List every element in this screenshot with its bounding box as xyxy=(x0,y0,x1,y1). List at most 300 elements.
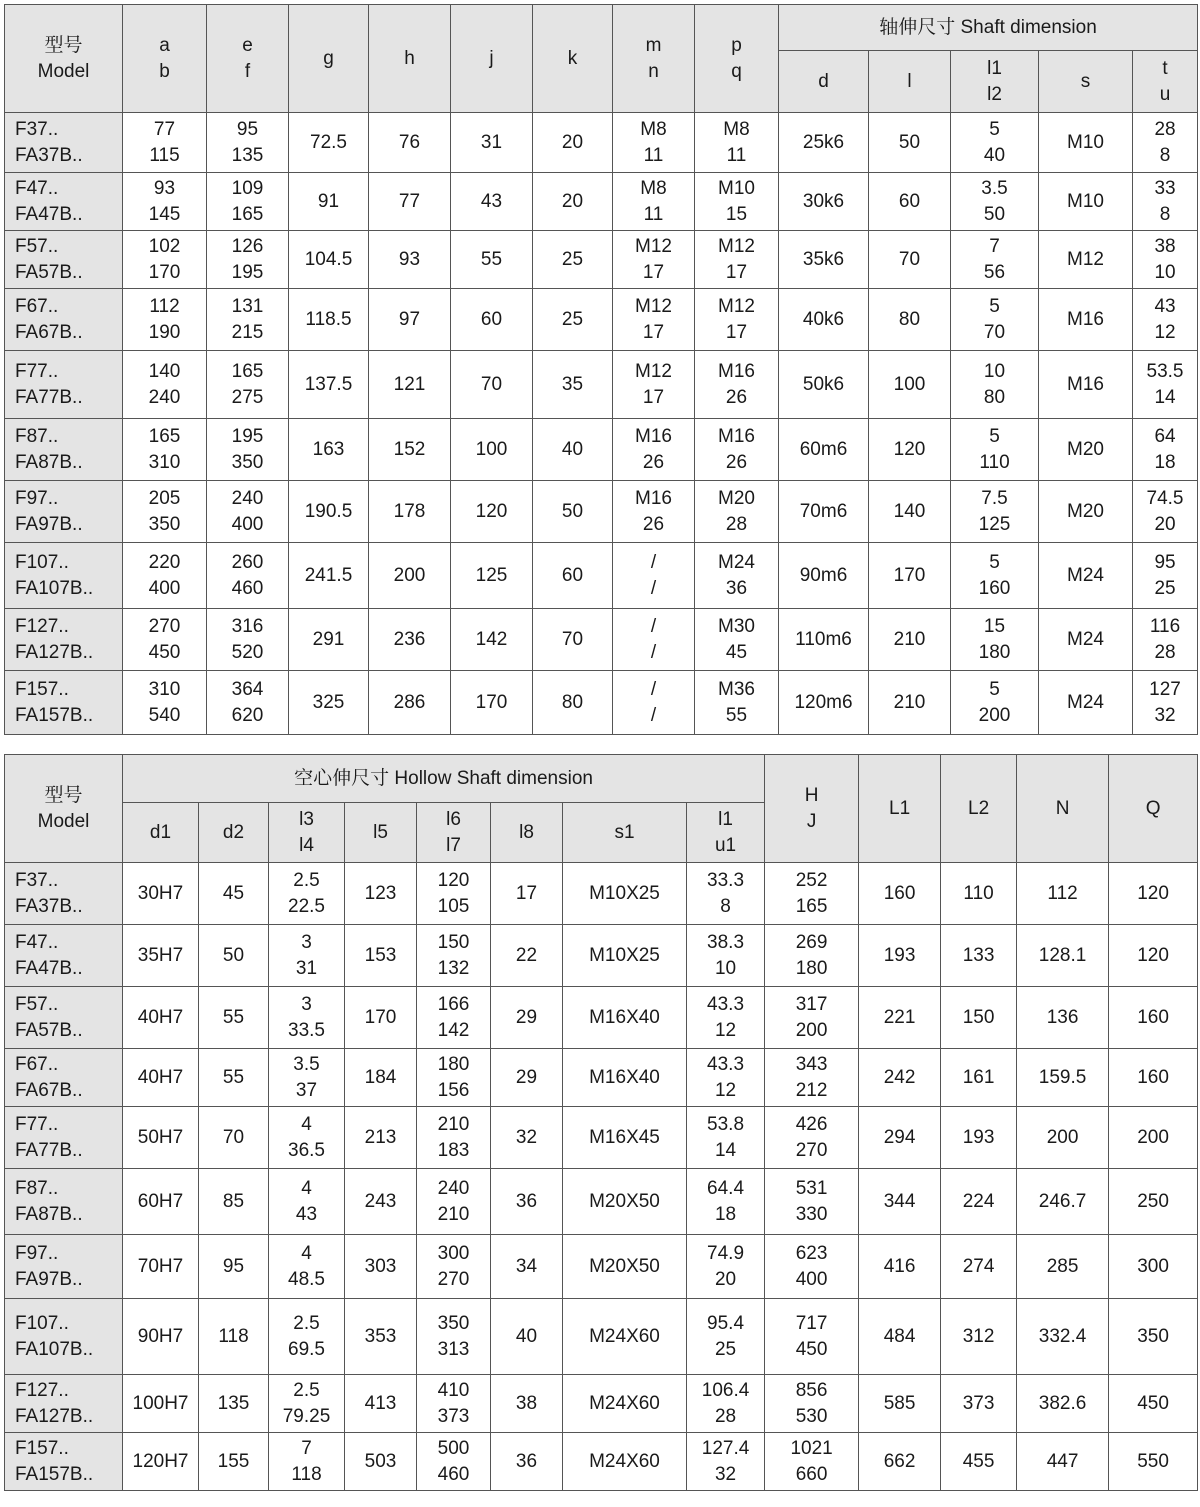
data-cell xyxy=(207,671,289,735)
cell-line: M16 xyxy=(635,425,672,447)
cell-line: M16X40 xyxy=(589,1066,660,1088)
model-line: FA87B.. xyxy=(15,1203,83,1225)
cell-line: 183 xyxy=(437,1139,470,1161)
cell-line: 50 xyxy=(561,500,584,522)
data-cell xyxy=(199,863,269,925)
cell-line: 200 xyxy=(978,704,1011,726)
cell-line: 40 xyxy=(515,1325,538,1347)
cell-line: 195 xyxy=(231,261,264,283)
cell-line: 17 xyxy=(642,261,665,283)
cell-line: 11 xyxy=(643,203,664,225)
table-row xyxy=(5,671,1198,735)
data-cell xyxy=(695,671,779,735)
cell-line: 210 xyxy=(437,1203,470,1225)
data-cell xyxy=(1133,289,1198,351)
cell-line: 70 xyxy=(561,628,584,650)
data-cell xyxy=(869,113,951,173)
data-cell xyxy=(533,351,613,419)
cell-line: 35k6 xyxy=(802,248,845,270)
data-cell xyxy=(123,1049,199,1107)
data-cell xyxy=(1133,609,1198,671)
data-cell xyxy=(123,543,207,609)
cell-line: 22 xyxy=(515,944,538,966)
cell-line: 26 xyxy=(725,386,748,408)
cell-line: 43.3 xyxy=(707,993,745,1015)
model-cell xyxy=(5,419,123,481)
cell-line: 455 xyxy=(962,1450,995,1472)
cell-line: 270 xyxy=(795,1139,828,1161)
model-cell xyxy=(5,925,123,987)
model-line: FA37B.. xyxy=(15,144,83,166)
cell-line: 60m6 xyxy=(799,438,848,460)
header-line: d xyxy=(818,70,829,92)
cell-line: 80 xyxy=(983,386,1006,408)
cell-line: 269 xyxy=(795,931,828,953)
data-cell xyxy=(491,1049,563,1107)
data-cell xyxy=(269,1375,345,1433)
data-cell xyxy=(951,481,1039,543)
header-line: Q xyxy=(1145,797,1161,819)
data-cell xyxy=(613,671,695,735)
header-line: m xyxy=(645,34,662,56)
cell-line: 121 xyxy=(393,373,426,395)
data-cell xyxy=(289,113,369,173)
data-cell xyxy=(269,1049,345,1107)
data-cell xyxy=(687,1299,765,1375)
cell-line: 200 xyxy=(1137,1126,1169,1148)
table-row xyxy=(5,173,1198,231)
data-cell xyxy=(941,1433,1017,1491)
data-cell xyxy=(123,351,207,419)
data-cell xyxy=(369,113,451,173)
cell-line: 313 xyxy=(437,1338,470,1360)
model-line: FA97B.. xyxy=(15,513,83,535)
data-cell xyxy=(491,1433,563,1491)
header-line: k xyxy=(567,47,578,69)
cell-line: 116 xyxy=(1149,615,1181,637)
cell-line: 93 xyxy=(398,248,421,270)
model-line: FA47B.. xyxy=(15,203,83,225)
cell-line: 350 xyxy=(231,451,264,473)
cell-line: 40H7 xyxy=(137,1006,184,1028)
table-row xyxy=(5,1433,1198,1491)
cell-line: 310 xyxy=(148,678,181,700)
model-line: FA87B.. xyxy=(15,451,83,473)
header-line: s xyxy=(1080,70,1091,92)
column-header xyxy=(951,51,1039,113)
data-cell xyxy=(1109,863,1198,925)
data-cell xyxy=(123,925,199,987)
data-cell xyxy=(123,1235,199,1299)
cell-line: 332.4 xyxy=(1038,1325,1087,1347)
cell-line: 22.5 xyxy=(288,895,325,917)
model-line: F37.. xyxy=(15,118,59,140)
cell-line: M24X60 xyxy=(589,1325,660,1347)
cell-line: 20 xyxy=(561,131,584,153)
column-header xyxy=(289,5,369,113)
data-cell xyxy=(417,863,491,925)
shaft-dimension-group-header: 轴伸尺寸 Shaft dimension xyxy=(779,5,1198,51)
data-cell xyxy=(369,289,451,351)
header-line: e xyxy=(242,34,253,56)
data-cell xyxy=(345,863,417,925)
cell-line: 170 xyxy=(475,691,508,713)
data-cell xyxy=(779,609,869,671)
cell-line: 165 xyxy=(148,425,181,447)
column-header xyxy=(199,803,269,863)
cell-line: M16X45 xyxy=(589,1126,660,1148)
data-cell xyxy=(1039,481,1133,543)
data-cell xyxy=(765,1433,859,1491)
data-cell xyxy=(951,419,1039,481)
cell-line: 53.8 xyxy=(707,1113,745,1135)
data-cell xyxy=(869,351,951,419)
model-cell xyxy=(5,1107,123,1169)
cell-line: 140 xyxy=(893,500,926,522)
data-cell xyxy=(369,671,451,735)
table-row xyxy=(5,1169,1198,1235)
cell-line: 200 xyxy=(795,1019,828,1041)
cell-line: 150 xyxy=(962,1006,995,1028)
cell-line: 95 xyxy=(236,118,259,140)
model-cell xyxy=(5,481,123,543)
cell-line: 178 xyxy=(393,500,426,522)
cell-line: 30k6 xyxy=(802,190,845,212)
cell-line: 1021 xyxy=(790,1437,833,1459)
cell-line: 310 xyxy=(148,451,181,473)
cell-line: 460 xyxy=(231,577,264,599)
data-cell xyxy=(123,987,199,1049)
data-cell xyxy=(199,1169,269,1235)
cell-line: 120H7 xyxy=(132,1450,189,1472)
cell-line: 15 xyxy=(983,615,1006,637)
cell-line: 126 xyxy=(231,235,264,257)
header-line: g xyxy=(323,47,334,69)
cell-line: 316 xyxy=(231,615,264,637)
cell-line: 165 xyxy=(795,895,828,917)
cell-line: 135 xyxy=(231,144,264,166)
data-cell xyxy=(951,113,1039,173)
cell-line: 60 xyxy=(561,564,584,586)
model-line: FA127B.. xyxy=(15,1405,94,1427)
cell-line: 195 xyxy=(231,425,264,447)
cell-line: 20 xyxy=(714,1268,737,1290)
data-cell xyxy=(695,113,779,173)
table-row xyxy=(5,419,1198,481)
cell-line: 660 xyxy=(795,1463,828,1485)
data-cell xyxy=(123,419,207,481)
model-line: FA37B.. xyxy=(15,895,83,917)
data-cell xyxy=(1017,1107,1109,1169)
data-cell xyxy=(123,113,207,173)
data-cell xyxy=(779,351,869,419)
data-cell xyxy=(951,671,1039,735)
cell-line: 120 xyxy=(437,869,470,891)
model-cell xyxy=(5,987,123,1049)
cell-line: 170 xyxy=(893,564,926,586)
cell-line: 120 xyxy=(1137,882,1169,904)
cell-line: 142 xyxy=(437,1019,470,1041)
data-cell xyxy=(1133,671,1198,735)
data-cell xyxy=(289,231,369,289)
data-cell xyxy=(123,1375,199,1433)
model-cell xyxy=(5,113,123,173)
data-cell xyxy=(369,231,451,289)
data-cell xyxy=(1017,1299,1109,1375)
cell-line: 118 xyxy=(218,1325,249,1347)
cell-line: 285 xyxy=(1046,1255,1079,1277)
data-cell xyxy=(369,419,451,481)
data-cell xyxy=(289,481,369,543)
data-cell xyxy=(417,987,491,1049)
data-cell xyxy=(1039,173,1133,231)
header-line: s1 xyxy=(614,821,635,843)
cell-line: 210 xyxy=(437,1113,470,1135)
cell-line: M20 xyxy=(1067,438,1104,460)
data-cell xyxy=(695,231,779,289)
data-cell xyxy=(369,173,451,231)
data-cell xyxy=(779,231,869,289)
cell-line: M16 xyxy=(718,360,755,382)
cell-line: 343 xyxy=(795,1053,828,1075)
cell-line: M10 xyxy=(1067,131,1104,153)
cell-line: 500 xyxy=(437,1437,470,1459)
data-cell xyxy=(695,173,779,231)
data-cell xyxy=(869,289,951,351)
cell-line: 32 xyxy=(714,1463,737,1485)
data-cell xyxy=(613,609,695,671)
model-line: F157.. xyxy=(15,1437,69,1459)
cell-line: 36 xyxy=(725,577,748,599)
cell-line: 210 xyxy=(893,628,926,650)
cell-line: 2.5 xyxy=(293,1379,320,1401)
data-cell xyxy=(417,1049,491,1107)
cell-line: 170 xyxy=(364,1006,397,1028)
header-line: L2 xyxy=(968,797,990,819)
cell-line: 35 xyxy=(561,373,584,395)
cell-line: 77 xyxy=(153,118,176,140)
data-cell xyxy=(1039,543,1133,609)
cell-line: 160 xyxy=(978,577,1011,599)
cell-line: / xyxy=(650,641,657,663)
data-cell xyxy=(1017,1235,1109,1299)
data-cell xyxy=(451,419,533,481)
data-cell xyxy=(941,1049,1017,1107)
data-cell xyxy=(695,351,779,419)
data-cell xyxy=(941,1375,1017,1433)
data-cell xyxy=(345,987,417,1049)
data-cell xyxy=(199,1299,269,1375)
cell-line: 190 xyxy=(148,321,181,343)
model-line: F107.. xyxy=(15,1312,69,1334)
header-line: l4 xyxy=(299,834,314,856)
data-cell xyxy=(951,231,1039,289)
column-header xyxy=(123,803,199,863)
model-cell xyxy=(5,289,123,351)
model-line: F97.. xyxy=(15,1242,59,1264)
column-header xyxy=(941,755,1017,863)
cell-line: 136 xyxy=(1046,1006,1079,1028)
data-cell xyxy=(1133,419,1198,481)
cell-line: 3.5 xyxy=(981,177,1008,199)
cell-line: 540 xyxy=(148,704,181,726)
header-line: H xyxy=(804,784,819,806)
model-line: FA157B.. xyxy=(15,704,94,726)
column-header xyxy=(859,755,941,863)
cell-line: 31 xyxy=(295,957,318,979)
data-cell xyxy=(491,1235,563,1299)
model-header-en: Model xyxy=(37,810,90,832)
cell-line: 165 xyxy=(231,360,264,382)
data-cell xyxy=(533,419,613,481)
table-row xyxy=(5,1049,1198,1107)
model-cell xyxy=(5,1433,123,1491)
cell-line: 160 xyxy=(883,882,916,904)
cell-line: 242 xyxy=(883,1066,916,1088)
data-cell xyxy=(289,419,369,481)
cell-line: 15 xyxy=(725,203,748,225)
data-cell xyxy=(563,1433,687,1491)
data-cell xyxy=(123,481,207,543)
cell-line: 80 xyxy=(898,308,921,330)
cell-line: 530 xyxy=(795,1405,828,1427)
cell-line: 180 xyxy=(795,957,828,979)
data-cell xyxy=(1039,671,1133,735)
data-cell xyxy=(533,481,613,543)
hollow-shaft-dimension-table xyxy=(4,754,1198,1491)
cell-line: 17 xyxy=(725,321,748,343)
data-cell xyxy=(269,1433,345,1491)
data-cell xyxy=(289,173,369,231)
header-line: N xyxy=(1055,797,1070,819)
cell-line: 50 xyxy=(222,944,245,966)
data-cell xyxy=(533,543,613,609)
table-row xyxy=(5,1375,1198,1433)
cell-line: 317 xyxy=(795,993,828,1015)
cell-line: 29 xyxy=(515,1066,538,1088)
column-header xyxy=(1039,51,1133,113)
column-header xyxy=(269,803,345,863)
data-cell xyxy=(941,1235,1017,1299)
header-line: l7 xyxy=(446,834,461,856)
cell-line: M24X60 xyxy=(589,1450,660,1472)
cell-line: M10X25 xyxy=(589,882,660,904)
cell-line: 70 xyxy=(983,321,1006,343)
cell-line: 416 xyxy=(883,1255,916,1277)
data-cell xyxy=(269,1169,345,1235)
data-cell xyxy=(951,351,1039,419)
data-cell xyxy=(207,609,289,671)
cell-line: 120 xyxy=(1137,944,1169,966)
data-cell xyxy=(869,543,951,609)
cell-line: 125 xyxy=(475,564,508,586)
data-cell xyxy=(859,1375,941,1433)
data-cell xyxy=(123,1433,199,1491)
model-cell xyxy=(5,1235,123,1299)
table-row xyxy=(5,231,1198,289)
data-cell xyxy=(491,1375,563,1433)
cell-line: 20 xyxy=(1154,513,1176,535)
data-cell xyxy=(491,1107,563,1169)
cell-line: 10 xyxy=(983,360,1006,382)
data-cell xyxy=(765,1299,859,1375)
cell-line: 40H7 xyxy=(137,1066,184,1088)
cell-line: 110 xyxy=(979,451,1010,473)
cell-line: 717 xyxy=(795,1312,828,1334)
cell-line: 344 xyxy=(883,1190,916,1212)
cell-line: 33.5 xyxy=(288,1019,325,1041)
cell-line: 410 xyxy=(437,1379,470,1401)
cell-line: 585 xyxy=(883,1392,916,1414)
data-cell xyxy=(491,987,563,1049)
model-cell xyxy=(5,543,123,609)
data-cell xyxy=(417,1107,491,1169)
data-cell xyxy=(1109,987,1198,1049)
cell-line: 118 xyxy=(291,1463,322,1485)
cell-line: 70H7 xyxy=(137,1255,184,1277)
data-cell xyxy=(779,671,869,735)
header-line: l8 xyxy=(519,821,534,843)
data-cell xyxy=(695,481,779,543)
data-cell xyxy=(1109,1107,1198,1169)
data-cell xyxy=(451,173,533,231)
data-cell xyxy=(1133,351,1198,419)
cell-line: 300 xyxy=(437,1242,470,1264)
header-line: b xyxy=(159,60,170,82)
cell-line: 74.5 xyxy=(1146,487,1184,509)
cell-line: 447 xyxy=(1046,1450,1079,1472)
table-row xyxy=(5,925,1198,987)
model-line: F67.. xyxy=(15,295,59,317)
cell-line: 100H7 xyxy=(132,1392,189,1414)
cell-line: 33.3 xyxy=(707,869,745,891)
cell-line: 123 xyxy=(364,882,397,904)
header-line: f xyxy=(244,60,251,82)
cell-line: 166 xyxy=(437,993,470,1015)
cell-line: 100 xyxy=(893,373,926,395)
cell-line: 127.4 xyxy=(701,1437,750,1459)
data-cell xyxy=(563,1299,687,1375)
cell-line: 5 xyxy=(989,425,1000,447)
cell-line: 520 xyxy=(231,641,264,663)
cell-line: M16X40 xyxy=(589,1006,660,1028)
cell-line: 200 xyxy=(1046,1126,1079,1148)
data-cell xyxy=(533,289,613,351)
cell-line: 25 xyxy=(714,1338,737,1360)
data-cell xyxy=(1017,987,1109,1049)
cell-line: M12 xyxy=(635,295,672,317)
cell-line: 180 xyxy=(437,1053,470,1075)
data-cell xyxy=(687,863,765,925)
model-cell xyxy=(5,1169,123,1235)
cell-line: 28 xyxy=(1154,118,1176,140)
cell-line: 205 xyxy=(148,487,181,509)
model-cell xyxy=(5,863,123,925)
cell-line: 17 xyxy=(642,321,665,343)
data-cell xyxy=(533,231,613,289)
cell-line: 170 xyxy=(148,261,181,283)
cell-line: 18 xyxy=(714,1203,737,1225)
cell-line: 37 xyxy=(295,1079,318,1101)
cell-line: 97 xyxy=(398,308,421,330)
cell-line: 132 xyxy=(437,957,470,979)
header-line: q xyxy=(731,60,742,82)
cell-line: 243 xyxy=(364,1190,397,1212)
cell-line: 163 xyxy=(312,438,345,460)
cell-line: 106.4 xyxy=(701,1379,750,1401)
data-cell xyxy=(563,1235,687,1299)
cell-line: 12 xyxy=(714,1079,737,1101)
